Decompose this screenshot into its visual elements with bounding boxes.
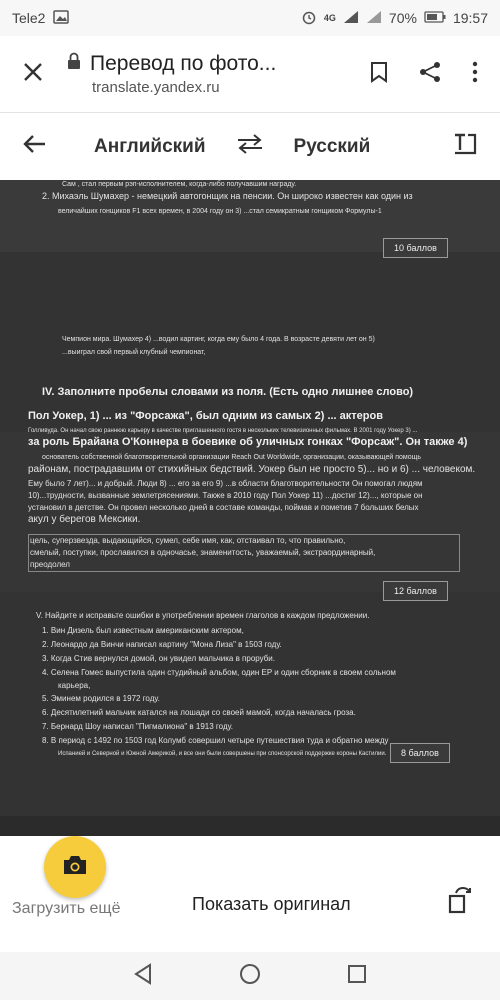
close-button[interactable] xyxy=(0,62,66,87)
sentence: 2. Леонардо да Винчи написал картину "Мона Лиза" в 1503 году. xyxy=(42,640,282,649)
text-line: Сам , стал первым рэп-исполнителем, когда-либо получавшим награду. xyxy=(62,181,297,188)
task-heading: IV. Заполните пробелы словами из поля. (Есть одно лишнее слово) xyxy=(42,386,414,398)
clock: 19:57 xyxy=(452,10,488,26)
score-badge: 8 баллов xyxy=(390,743,450,763)
signal-icon xyxy=(343,10,359,27)
page-title: Перевод по фото... xyxy=(90,52,277,75)
word-box-line: смелый, поступки, прославился в одночасье, знаменитость, уважаемый, экстраординарный, xyxy=(30,548,376,557)
bottom-panel xyxy=(0,836,500,952)
source-language[interactable]: Английский xyxy=(94,135,206,157)
text-line: Пол Уокер, 1) ... из "Форсажа", был одним из самых 2) ... актеров xyxy=(28,410,383,422)
bookmark-icon[interactable] xyxy=(370,61,388,88)
sentence: 6. Десятилетний мальчик катался на лошади со своей мамой, когда началась гроза. xyxy=(42,708,356,717)
page-url: translate.yandex.ru xyxy=(92,79,220,96)
network-type: 4G xyxy=(323,13,336,23)
back-button[interactable] xyxy=(0,134,70,159)
score-badge: 10 баллов xyxy=(383,238,448,258)
status-bar xyxy=(0,0,500,36)
text-mode-icon[interactable] xyxy=(452,132,478,161)
camera-button[interactable] xyxy=(44,836,106,898)
sentence: карьера, xyxy=(58,681,91,690)
text-line: ...выиграл свой первый клубный чемпионат, xyxy=(62,349,206,356)
camera-icon xyxy=(62,854,88,881)
text-line: 10)...трудности, вызванные землетрясениями. Также в 2010 году Пол Уокер 11) ...достиг 12)..., которые он xyxy=(28,491,423,500)
text-line: акул у берегов Мексики. xyxy=(28,514,141,525)
show-original-button[interactable]: Показать оригинал xyxy=(192,894,351,914)
back-arrow-icon xyxy=(23,134,47,159)
text-line: Чемпион мира. Шумахер 4) ...водил картинг, когда ему было 4 года. В возрасте девяти лет он 5) xyxy=(62,336,375,343)
sentence: 5. Эминем родился в 1972 году. xyxy=(42,694,160,703)
text-line: районам, пострадавшим от стихийных бедствий. Уокер был не просто 5)... но и 6) ... человеком. xyxy=(28,464,476,475)
nav-back-icon[interactable] xyxy=(133,963,153,990)
share-icon[interactable] xyxy=(418,60,442,89)
browser-toolbar xyxy=(0,36,500,112)
more-icon[interactable] xyxy=(472,61,478,88)
target-language[interactable]: Русский xyxy=(293,135,371,157)
text-line: установил в детстве. Он провел несколько дней в составе команды, поймав и пометив 7 больших белых xyxy=(28,503,419,512)
lock-icon xyxy=(66,52,82,76)
text-line: Ему было 7 лет)... и добрый. Люди 8) ... его за его 9) ...в области благотворительности Он помогал людям xyxy=(28,479,423,488)
score-badge: 12 баллов xyxy=(383,581,448,601)
word-box-line: преодолел xyxy=(30,560,70,569)
sentence: Испанией и Северной и Южной Америкой, и все они были совершены при спонсорской поддержке короны Кастилии. xyxy=(58,751,387,757)
sentence: 7. Бернард Шоу написал "Пигмалиона" в 1913 году. xyxy=(42,722,234,731)
alarm-icon xyxy=(301,9,317,28)
upload-more-button[interactable]: Загрузить ещё xyxy=(12,900,121,917)
text-line: величайших гонщиков F1 всех времен, в 2004 году он 3) ...стал семикратным гонщиком Формулы-1 xyxy=(58,208,382,215)
text-line: основатель собственной благотворительной организации Reach Out Worldwide, организации, оказывающей помощь xyxy=(42,454,422,461)
word-box-line: цель, суперзвезда, выдающийся, сумел, себе имя, как, отстаивал то, что правильно, xyxy=(30,536,346,545)
nav-home-icon[interactable] xyxy=(239,963,261,990)
swap-icon[interactable] xyxy=(236,134,264,159)
text-line: 2. Михаэль Шумахер - немецкий автогонщик на пенсии. Он широко известен как один из xyxy=(42,191,413,201)
gallery-notification-icon xyxy=(53,10,69,27)
translated-photo xyxy=(0,180,500,836)
system-nav-bar xyxy=(0,952,500,1000)
sentence: 8. В период с 1492 по 1503 год Колумб совершил четыре путешествия туда и обратно между xyxy=(42,736,389,745)
nav-recents-icon[interactable] xyxy=(347,964,367,989)
sentence: 1. Вин Дизель был известным американским актером, xyxy=(42,626,244,635)
sentence: 3. Когда Стив вернулся домой, он увидел мальчика в проруби. xyxy=(42,654,275,663)
page-info[interactable] xyxy=(66,52,370,96)
signal-2-icon xyxy=(366,10,382,27)
close-icon xyxy=(23,62,43,87)
language-bar xyxy=(0,112,500,180)
battery-icon xyxy=(424,10,446,26)
carrier-name: Tele2 xyxy=(12,10,46,26)
battery-percent: 70% xyxy=(388,10,417,26)
text-line: за роль Брайана О'Коннера в боевике об уличных гонках "Форсаж". Он также 4) xyxy=(28,436,468,448)
text-line: Голливуда. Он начал свою раннюю карьеру в качестве приглашенного гостя в нескольких телевизионных фильмах. В 2001 году Уокер 3) ... xyxy=(28,428,418,434)
rotate-icon[interactable] xyxy=(446,884,474,919)
task-heading: V. Найдите и исправьте ошибки в употреблении времен глаголов в каждом предложении. xyxy=(36,611,370,620)
sentence: 4. Селена Гомес выпустила один студийный альбом, один EP и один сборник в своем сольном xyxy=(42,668,396,677)
